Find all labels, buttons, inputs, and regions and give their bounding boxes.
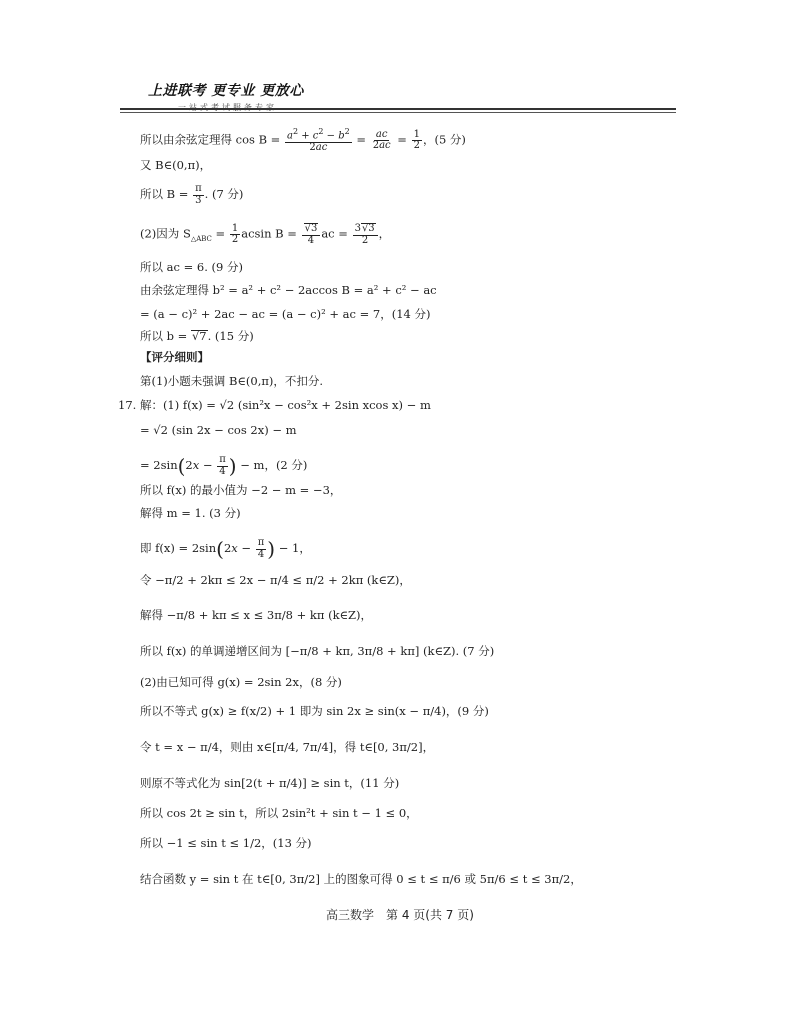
solution-line: 解得 m = 1. (3 分)	[140, 506, 241, 520]
fraction: $\frac{a^2 + c^2 - b^2}{2ac}$	[286, 127, 350, 153]
solution-line: = (a − c)² + 2ac − ac = (a − c)² + ac = 7，(14 分)	[140, 307, 431, 321]
page-footer: 高三数学 第 4 页(共 7 页)	[326, 908, 474, 922]
solution-line: 结合函数 y = sin t 在 t∈[0, 3π/2] 上的图象可得 0 ≤ t ≤ π/6 或 5π/6 ≤ t ≤ 3π/2，	[140, 872, 582, 886]
fraction: $\frac{1}{2}$	[231, 222, 239, 245]
solution-line: 所以 −1 ≤ sin t ≤ 1/2，(13 分)	[140, 836, 312, 850]
solution-line: 即 f(x) = 2sin(2x − $\frac{\pi}{4}$ ) − 1，	[140, 537, 311, 561]
solution-line: (2)因为 $S_{\triangle ABC}$ = $\frac{1}{2}$ acsin B = $\frac{√3}{4}$ ac = $\frac{3√3}{2}$ ，	[140, 222, 391, 246]
solution-line: 所以 cos 2t ≥ sin t，所以 2sin²t + sin t − 1 ≤ 0，	[140, 806, 418, 820]
solution-line: 所以 f(x) 的最小值为 −2 − m = −3，	[140, 483, 342, 497]
grading-rules-heading: 【评分细则】	[140, 350, 209, 364]
solution-line: 又 B∈(0,π)，	[140, 158, 212, 172]
solution-line: 所以 ac = 6. (9 分)	[140, 260, 243, 274]
fraction: $\frac{ac}{2ac}$	[372, 128, 391, 152]
fraction: $\frac{\pi}{4}$	[219, 454, 226, 477]
header-rule	[120, 108, 676, 110]
solution-line: (2)由已知可得 g(x) = 2sin 2x，(8 分)	[140, 675, 342, 689]
solution-line: 令 t = x − π/4，则由 x∈[π/4, 7π/4]，得 t∈[0, 3π/2]，	[140, 740, 435, 754]
fraction: $\frac{\pi}{3}$	[195, 183, 202, 206]
solution-line: 所以不等式 g(x) ≥ f(x/2) + 1 即为 sin 2x ≥ sin(x − π/4)，(9 分)	[140, 704, 489, 718]
solution-line: 所以 B = $\frac{\pi}{3}$ . (7 分)	[140, 183, 244, 206]
solution-line: 解得 −π/8 + kπ ≤ x ≤ 3π/8 + kπ (k∈Z)，	[140, 608, 373, 622]
brand-slogan: 上进联考 更专业 更放心	[148, 83, 304, 99]
fraction: $\frac{√3}{4}$	[302, 223, 321, 246]
solution-line: 则原不等式化为 sin[2(t + π/4)] ≥ sin t，(11 分)	[140, 776, 400, 790]
solution-line: = √2 (sin 2x − cos 2x) − m	[140, 423, 297, 437]
solution-line: 令 −π/2 + 2kπ ≤ 2x − π/4 ≤ π/2 + 2kπ (k∈Z)，	[140, 573, 411, 587]
header-rule-thin	[120, 112, 676, 113]
fraction: $\frac{\pi}{4}$	[257, 537, 265, 560]
fraction: $\frac{3√3}{2}$	[353, 223, 378, 246]
solution-line: 所以由余弦定理得 cos B = $\frac{a^2 + c^2 - b^2}{2ac}$ = $\frac{ac}{2ac}$ = $\frac{1}{2}$ ，(5 分)	[140, 127, 466, 153]
solution-line: 由余弦定理得 b² = a² + c² − 2accos B = a² + c² − ac	[140, 283, 437, 297]
problem-17-start: 17. 解：(1) f(x) = √2 (sin²x − cos²x + 2sin xcos x) − m	[118, 398, 431, 412]
solution-line: 所以 f(x) 的单调递增区间为 [−π/8 + kπ, 3π/8 + kπ] (k∈Z). (7 分)	[140, 644, 495, 658]
solution-line: 第(1)小题未强调 B∈(0,π)，不扣分.	[140, 374, 324, 388]
solution-line: 所以 b = √7. (15 分)	[140, 329, 254, 343]
fraction: $\frac{1}{2}$	[413, 128, 420, 152]
solution-line: = 2sin(2x − $\frac{\pi}{4}$ ) − m，(2 分)	[140, 454, 308, 478]
